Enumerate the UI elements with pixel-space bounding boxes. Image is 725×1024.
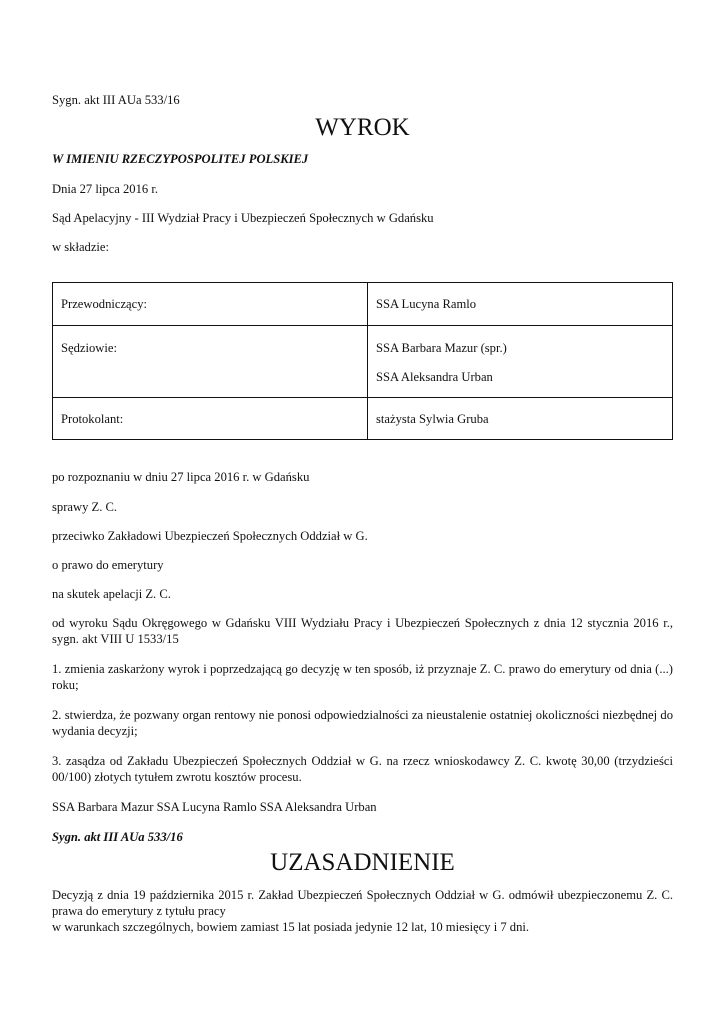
ruling-point-2: 2. stwierdza, że pozwany organ rentowy nie ponosi odpowiedzialności za nieustalenie ostatniej okoliczności niezbędnej do wydania decyzji;: [52, 708, 673, 738]
ruling-point-1: 1. zmienia zaskarżony wyrok i poprzedzającą go decyzję w ten sposób, iż przyznaje Z. C. prawo do emerytury od dnia (...) roku;: [52, 662, 673, 692]
hearing-text: po rozpoznaniu w dniu 27 lipca 2016 r. w Gdańsku: [52, 470, 310, 484]
signatures: SSA Barbara Mazur SSA Lucyna Ramlo SSA Aleksandra Urban: [52, 800, 377, 814]
against-text: przeciwko Zakładowi Ubezpieczeń Społecznych Oddział w G.: [52, 529, 368, 543]
composition-intro: w składzie:: [52, 240, 110, 254]
case-text: sprawy Z. C.: [52, 500, 118, 514]
court-name: Sąd Apelacyjny - III Wydział Pracy i Ubezpieczeń Społecznych w Gdańsku: [52, 211, 434, 225]
appeal-text: na skutek apelacji Z. C.: [52, 587, 171, 601]
judgment-title: WYROK: [315, 114, 410, 141]
justification-paragraph: Decyzją z dnia 19 października 2015 r. Zakład Ubezpieczeń Społecznych Oddział w G. odmówił ubezpieczonemu Z. C. prawa do emerytury z tytułu pracy: [52, 888, 673, 918]
justification-title: UZASADNIENIE: [270, 849, 455, 876]
case-number-justification: Sygn. akt III AUa 533/16: [52, 830, 183, 844]
role-cell: Przewodniczący:: [53, 283, 368, 326]
from-judgment-text: od wyroku Sądu Okręgowego w Gdańsku VIII Wydziału Pracy i Ubezpieczeń Społecznych z dnia 12 stycznia 2016 r., sygn. akt VIII U 1533/15: [52, 616, 673, 646]
judgment-date: Dnia 27 lipca 2016 r.: [52, 182, 158, 196]
person-cell: SSA Lucyna Ramlo: [368, 283, 673, 326]
role-cell: Sędziowie:: [53, 326, 368, 398]
ruling-point-3: 3. zasądza od Zakładu Ubezpieczeń Społecznych Oddział w G. na rzecz wnioskodawcy Z. C. kwotę 30,00 (trzydzieści 00/100) złotych tytułem zwrotu kosztów procesu.: [52, 754, 673, 784]
table-row: [53, 283, 673, 326]
table-row: [53, 326, 673, 398]
case-number-top: Sygn. akt III AUa 533/16: [52, 93, 180, 107]
subject-text: o prawo do emerytury: [52, 558, 164, 572]
composition-table: [52, 282, 673, 440]
justification-paragraph-cont: w warunkach szczególnych, bowiem zamiast 15 lat posiada jedynie 12 lat, 10 miesięcy i 7 dni.: [52, 920, 530, 934]
table-row: [53, 398, 673, 440]
person-cell: stażysta Sylwia Gruba: [368, 398, 673, 440]
person-cell: SSA Barbara Mazur (spr.) SSA Aleksandra Urban: [368, 326, 673, 398]
role-cell: Protokolant:: [53, 398, 368, 440]
judgment-subtitle: W IMIENIU RZECZYPOSPOLITEJ POLSKIEJ: [52, 152, 309, 166]
